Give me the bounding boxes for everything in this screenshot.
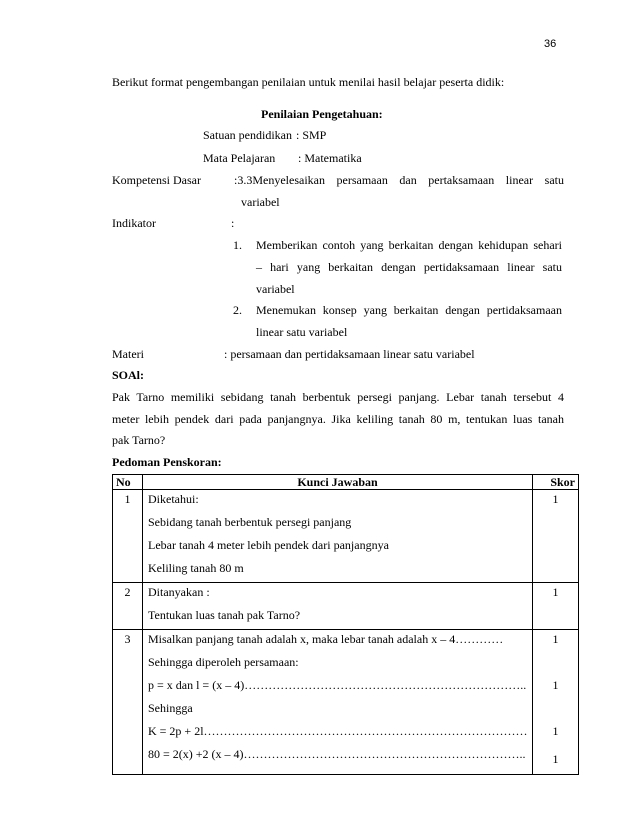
school-value: : SMP [296,128,327,142]
kd-line-1: :3.3Menyelesaikan persamaan dan pertaksamaan linear satu [234,173,564,187]
score-value [533,699,578,722]
row-number: 2 [113,583,143,630]
table-header-row [113,475,579,490]
answer-cell [143,583,533,630]
materi-value: : persamaan dan pertidaksamaan linear satu variabel [224,347,475,361]
header-skor: Skor [533,475,579,490]
soal-line-2: meter lebih pendek dari pada panjangnya. Jika keliling tanah 80 m, tentukan luas tanah [112,412,564,426]
score-cell [533,490,579,583]
kd-label: Kompetensi Dasar [112,173,201,187]
intro-text: Berikut format pengembangan penilaian untuk menilai hasil belajar peserta didik: [112,75,505,89]
answer-line: Sehingga [148,701,193,715]
indicator-2-line-1: Menemukan konsep yang berkaitan dengan pertidaksamaan [256,303,562,317]
indicator-1-number: 1. [233,238,242,252]
table-row [113,490,579,583]
answer-line: Keliling tanah 80 m [148,561,244,575]
header-kunci-jawaban: Kunci Jawaban [143,475,533,490]
score-value: 1 [552,752,559,766]
answer-line: Diketahui: [148,492,199,506]
indikator-label: Indikator [112,216,156,230]
header-no: No [113,475,143,490]
answer-cell [143,630,533,775]
answer-cell [143,490,533,583]
table-row [113,630,579,775]
soal-line-3: pak Tarno? [112,433,166,447]
score-value [533,653,578,676]
soal-line-1: Pak Tarno memiliki sebidang tanah berbentuk persegi panjang. Lebar tanah tersebut 4 [112,390,564,404]
soal-heading: SOAl: [112,368,145,382]
row-number: 3 [113,630,143,775]
subject-label: Mata Pelajaran [203,151,276,165]
answer-line: Misalkan panjang tanah adalah x, maka lebar tanah adalah x – 4………… [148,632,504,646]
table-row [113,583,579,630]
indicator-1-line-2: – hari yang berkaitan dengan pertidaksamaan linear satu [256,260,562,274]
score-value: 1 [552,678,559,692]
answer-line: Sebidang tanah berbentuk persegi panjang [148,515,352,529]
school-label: Satuan pendidikan [203,128,292,142]
score-cell [533,630,579,775]
kd-line-2: variabel [241,195,280,209]
indicator-1-line-1: Memberikan contoh yang berkaitan dengan kehidupan sehari [256,238,562,252]
materi-label: Materi [112,347,144,361]
answer-line: p = x dan l = (x – 4)…………………………………………………………….. [148,678,527,692]
score-cell [533,583,579,630]
subject-value: : Matematika [298,151,362,165]
answer-line: Tentukan luas tanah pak Tarno? [148,608,301,622]
score-value: 1 [552,492,559,506]
pedoman-heading: Pedoman Penskoran: [112,455,222,469]
answer-line: K = 2p + 2l……………………………………………………………………… [148,724,528,738]
answer-line: Ditanyakan : [148,585,210,599]
score-value: 1 [552,632,559,646]
page-number: 36 [544,38,557,50]
score-value: 1 [552,585,559,599]
score-value: 1 [552,724,559,738]
indicator-2-number: 2. [233,303,242,317]
indicator-2-line-2: linear satu variabel [256,325,348,339]
scoring-table [112,474,579,775]
answer-line: 80 = 2(x) +2 (x – 4)…………………………………………………………….. [148,747,526,761]
row-number: 1 [113,490,143,583]
answer-line [143,768,532,774]
indikator-colon: : [231,216,235,230]
indicator-1-line-3: variabel [256,282,295,296]
answer-line: Sehingga diperoleh persamaan: [148,655,299,669]
answer-line: Lebar tanah 4 meter lebih pendek dari panjangnya [148,538,389,552]
section-heading-pengetahuan: Penilaian Pengetahuan: [261,107,383,121]
